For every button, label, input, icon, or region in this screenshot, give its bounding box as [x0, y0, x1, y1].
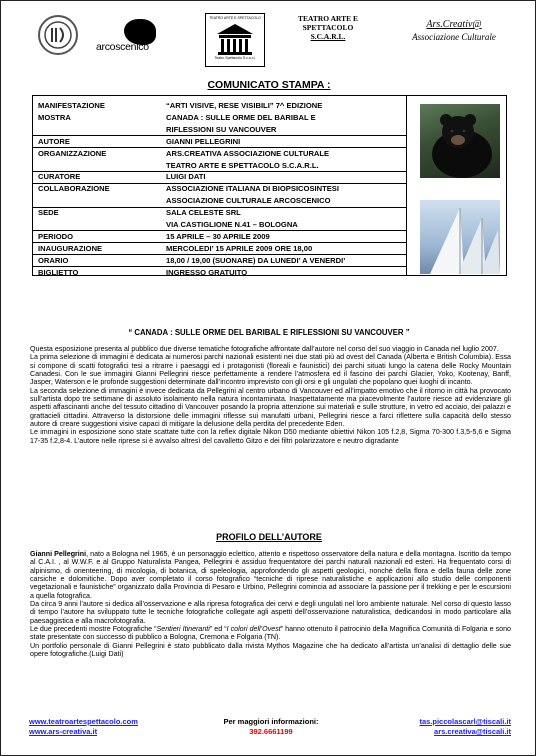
info-label: PERIODO [38, 231, 74, 241]
info-label: ORARIO [38, 255, 69, 265]
exhibition-paragraph: La prima selezione di immagini è dedicata ai numerosi parchi nazionali esistenti nei due stati più ad ovest del Canada (Alberta e British Columbia). Essa si compone di scatti fotografici tesi a ritrarre i paesaggi ed i protagonisti (floreali e faunistici) dei parchi situati lungo la catena delle Rocky Mountain Canadesi. Con le sue immagini Gianni Pellegrini riesce perfettamente a rendere l’atmosfera ed il fascino dei parchi Glacier, Yoko, Kootenay, Banff, Jasper, Waterson e le profonde suggestioni determinate dall’incontro imprevisto con gli orsi e gli ungulati che popolano quei luoghi di incanto. [30, 353, 511, 387]
exhibition-description [30, 345, 511, 445]
table-divider [406, 96, 407, 275]
info-value: 15 APRILE – 30 APRILE 2009 [166, 231, 270, 241]
phone-number: 392.6661199 [249, 727, 293, 736]
info-value: GIANNI PELLEGRINI [166, 136, 241, 146]
info-value: LUIGI DATI [166, 172, 206, 182]
arcoscenico-logo [96, 19, 176, 51]
theatre-building-icon [215, 22, 255, 56]
info-label: SEDE [38, 208, 59, 218]
info-label: CURATORE [38, 172, 81, 182]
info-value: “ARTI VISIVE, RESE VISIBILI” 7^ EDIZIONE [166, 101, 323, 110]
info-label: MOSTRA [38, 112, 71, 122]
info-value: 18,00 / 19,00 (SUONARE) DA LUNEDI’ A VENERDI’ [166, 255, 346, 265]
teatro-line-1: TEATRO ARTE E [297, 14, 359, 23]
profile-paragraph: Le due precedenti mostre Fotografiche “Sentieri Itineranti” ed “I colori dell’Ovest” hanno ottenuto il patrocinio della Magnifica Comunità di Folgaria e sono state presentate con successo di pubblico a Bologna, Cremona e Folgaria (TN). [30, 625, 511, 642]
page-title: COMUNICATO STAMPA : [207, 79, 331, 91]
ars-name: Ars.Creativ@ [426, 19, 482, 30]
info-value: ARS.CREATIVA ASSOCIAZIONE CULTURALE [166, 148, 330, 158]
footer-websites [29, 717, 138, 737]
info-value: MERCOLEDI’ 15 APRILE 2009 ORE 18,00 [166, 243, 313, 253]
teatro-website-link[interactable]: www.teatroartespettacolo.com [29, 717, 138, 726]
info-label: COLLABORAZIONE [38, 184, 110, 194]
black-bear-photo [420, 104, 500, 178]
info-value: SALA CELESTE SRL [166, 208, 241, 218]
info-label: MANIFESTAZIONE [38, 101, 105, 110]
info-value: TEATRO ARTE E SPETTACOLO S.C.A.R.L. [166, 160, 319, 170]
profile-heading: PROFILO DELL’AUTORE [216, 532, 322, 542]
info-value: ASSOCIAZIONE ITALIANA DI BIOPSICOSINTESI [166, 184, 339, 194]
teatro-email-link[interactable]: tas.piccolascarl@tiscali.it [419, 717, 511, 726]
teatro-line-2: SPETTACOLO [302, 23, 354, 32]
teatro-logo-caption-2: Teatro Spettacolo S.c.a.r.l. [214, 56, 256, 60]
ars-website-link[interactable]: www.ars-creativa.it [29, 727, 98, 736]
info-value: CANADA : SULLE ORME DEL BARIBAL E [166, 112, 316, 122]
profile-paragraph: Da circa 9 anni l’autore si dedica all’osservazione e alla ripresa fotografica dei cervi e degli ungulati nel loro ambiente naturale. Nel corso di questo lasso di tempo l’autore ha sviluppato tutte le tecniche fotografiche collegate agli aspetti dell’osservazione naturalistica, dedicandosi in modo particolare alla paesaggistica e alla macrofotografia. [30, 600, 511, 625]
info-label: ORGANIZZAZIONE [38, 148, 107, 158]
ars-creativa-logo [399, 19, 509, 43]
profile-paragraph: Un portfolio personale di Gianni Pellegrini è stato pubblicato dalla rivista Mythos Magazine che ha dedicato all’artista un’analisi di dettaglio delle sue opere fotografiche.(Luigi Dati) [30, 641, 511, 659]
info-label: BIGLIETTO [38, 267, 79, 277]
teatro-arte-logo [205, 13, 265, 67]
vancouver-sails-photo [420, 200, 500, 274]
info-label: Per maggiori informazioni: [223, 717, 319, 726]
exhibition-paragraph: Le immagini in esposizione sono state scattate tutte con la reflex digitale Nikon D50 mediante obiettivi Nikon 105 f.2,8, Sigma 70-300 f.3,5-5,6 e Sigma 17-35 f.2,8-4. L’autore nelle riprese si è avvalso altresì del cavalletto Gitzo e dei filtri polarizzatore e neutro digradante [30, 428, 511, 445]
teatro-line-3: S.C.A.R.L. [310, 32, 346, 41]
exhibition-heading: “ CANADA : SULLE ORME DEL BARIBAL E RIFLESSIONI SU VANCOUVER ” [128, 328, 410, 337]
teatro-name-text [293, 14, 363, 41]
footer-contact [201, 717, 341, 737]
ars-email-link[interactable]: ars.creativa@tiscali.it [434, 727, 511, 736]
info-value: ASSOCIAZIONE CULTURALE ARCOSCENICO [166, 196, 331, 206]
arcoscenico-logo-text: arcoscenico [96, 41, 149, 53]
ars-subtitle: Associazione Culturale [412, 32, 496, 42]
info-value: INGRESSO GRATUITO [166, 267, 248, 277]
info-label: AUTORE [38, 136, 70, 146]
author-profile [30, 550, 511, 658]
author-name: Gianni Pellegrini [30, 550, 87, 558]
info-value: RIFLESSIONI SU VANCOUVER [166, 124, 277, 134]
footer-emails [371, 717, 511, 737]
association-circle-logo [38, 15, 78, 55]
info-label: INAUGURAZIONE [38, 243, 103, 253]
profile-paragraph: Gianni Pellegrini, nato a Bologna nel 1965, è un personaggio eclettico, attento e rispettoso osservatore della natura e della montagna. Iscritto da tempo al C.A.I. , al W.W.F. e al Gruppo Naturalista Pangea, Pellegrini è assiduo frequentatore dei parchi naturali nazionali ed esteri. Ha frequentato corsi di alpinismo, di orienteering, di micologia, di botanica, di speleologia, approfondendo gli aspetti geologici, nonché della flora e della fauna delle zone carsiche e dolomitiche. Dopo aver completato il corso fotografico “tecniche di riprese naturalistiche e applicazioni allo studio delle componenti vegetazionali e faunistiche” organizzato dalla Provincia di Pesaro e Urbino, Pellegrini comincia ad associare la passione per il trekking e per le escursioni a quella fotografica. [30, 550, 511, 600]
event-info-table [32, 95, 507, 276]
exhibition-paragraph: Questa esposizione presenta al pubblico due diverse tematiche fotografiche affrontate dall’autore nel corso del suo viaggio in Canada nel luglio 2007. [30, 345, 499, 353]
exhibition-paragraph: La seconda selezione di immagini è invece dedicata da Pellegrini al centro urbano di Vancouver ed all’impatto emotivo che il ritorno in città ha provocato sull’artista dopo tre settimane di assoluto isolamento nella natura incontaminata. Inaspettatamente ma piacevolmente l’autore riesce ad evidenziare gli aspetti affascinanti anche del tessuto cittadino di Vancouver posando la propria attenzione sui materiali e sulle strutture, in vetro ed acciaio, dei palazzi e grattacieli cittadini. Attraverso la distorsione delle immagini riflesse sui manufatti urbani, Pellegrini riesce a farci riflettere sulla capacità dello stesso autore di creare suggestioni visive capaci di mitigare la delusione della perdita del precedente Eden. [30, 386, 511, 429]
circle-emblem-icon [43, 20, 73, 50]
info-value: VIA CASTIGLIONE N.41 – BOLOGNA [166, 220, 298, 229]
teatro-logo-caption: TEATRO ARTE E SPETTACOLO [209, 16, 261, 20]
